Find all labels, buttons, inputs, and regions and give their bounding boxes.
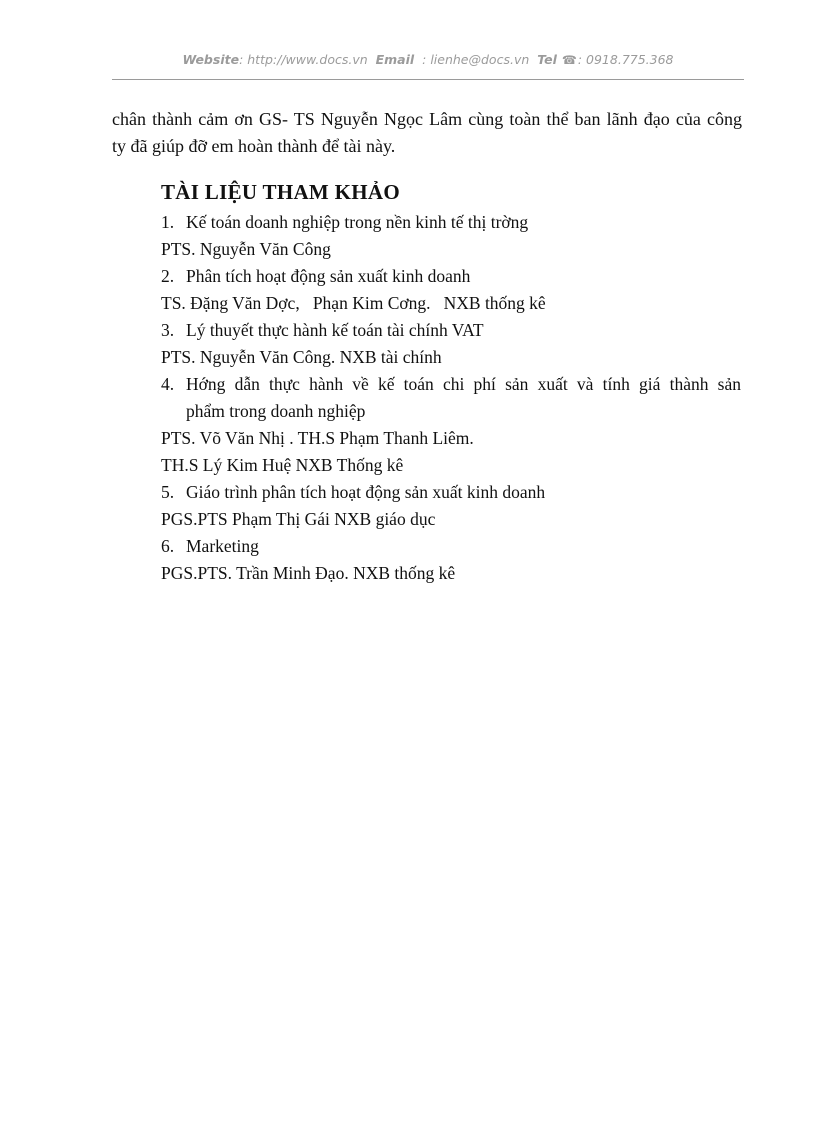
- reference-title-continued: phẩm trong doanh nghiệp: [186, 401, 366, 421]
- website-label: Website: [182, 52, 240, 67]
- reference-authors: PGS.PTS. Trần Minh Đạo. NXB thống kê: [161, 563, 456, 583]
- intro-paragraph: [112, 106, 742, 160]
- reference-number: 3.: [161, 320, 175, 340]
- reference-authors: PTS. Nguyễn Văn Công. NXB tài chính: [161, 347, 442, 367]
- reference-item-2: [161, 263, 741, 290]
- intro-line-1: chân thành cảm ơn GS- TS Nguyễn Ngọc Lâm cùng toàn thể ban lãnh đạo của công: [112, 109, 742, 129]
- reference-authors: TS. Đặng Văn Dợc, Phạn Kim Cơng. NXB thống kê: [161, 293, 546, 313]
- reference-item-3: [161, 317, 741, 344]
- reference-title: Hớng dẫn thực hành về kế toán chi phí sản xuất và tính giá thành sản: [186, 374, 741, 394]
- reference-item-1: [161, 209, 741, 236]
- reference-item-4: [161, 371, 741, 398]
- references-list: [161, 209, 741, 587]
- reference-authors: PTS. Nguyễn Văn Công: [161, 239, 331, 259]
- email-label: Email: [375, 52, 415, 67]
- intro-line-2: ty đã giúp đỡ em hoàn thành để tài này.: [112, 136, 396, 156]
- references-title: TÀI LIỆU THAM KHẢO: [161, 180, 400, 204]
- email-value: : lienhe@docs.vn: [418, 52, 530, 67]
- reference-title: Marketing: [186, 536, 259, 556]
- reference-item-6: [161, 533, 741, 560]
- reference-authors: PGS.PTS Phạm Thị Gái NXB giáo dục: [161, 509, 436, 529]
- page-header: [112, 49, 744, 80]
- reference-title: Giáo trình phân tích hoạt động sản xuất kinh doanh: [186, 482, 546, 502]
- reference-number: 5.: [161, 482, 175, 502]
- reference-authors: TH.S Lý Kim Huệ NXB Thống kê: [161, 455, 404, 475]
- tel-label: Tel: [537, 52, 557, 67]
- reference-authors: PTS. Võ Văn Nhị . TH.S Phạm Thanh Liêm.: [161, 428, 474, 448]
- tel-value: : 0918.775.368: [577, 52, 674, 67]
- reference-title: Lý thuyết thực hành kế toán tài chính VAT: [186, 320, 484, 340]
- reference-item-5: [161, 479, 741, 506]
- reference-title: Phân tích hoạt động sản xuất kinh doanh: [186, 266, 471, 286]
- reference-title: Kế toán doanh nghiệp trong nền kinh tế thị trờng: [186, 212, 529, 232]
- reference-number: 4.: [161, 374, 175, 394]
- website-value: : http://www.docs.vn: [239, 52, 368, 67]
- header-contact-line: [112, 52, 744, 67]
- reference-number: 1.: [161, 212, 175, 232]
- reference-number: 6.: [161, 536, 175, 556]
- phone-icon: ☎: [561, 53, 577, 67]
- reference-number: 2.: [161, 266, 175, 286]
